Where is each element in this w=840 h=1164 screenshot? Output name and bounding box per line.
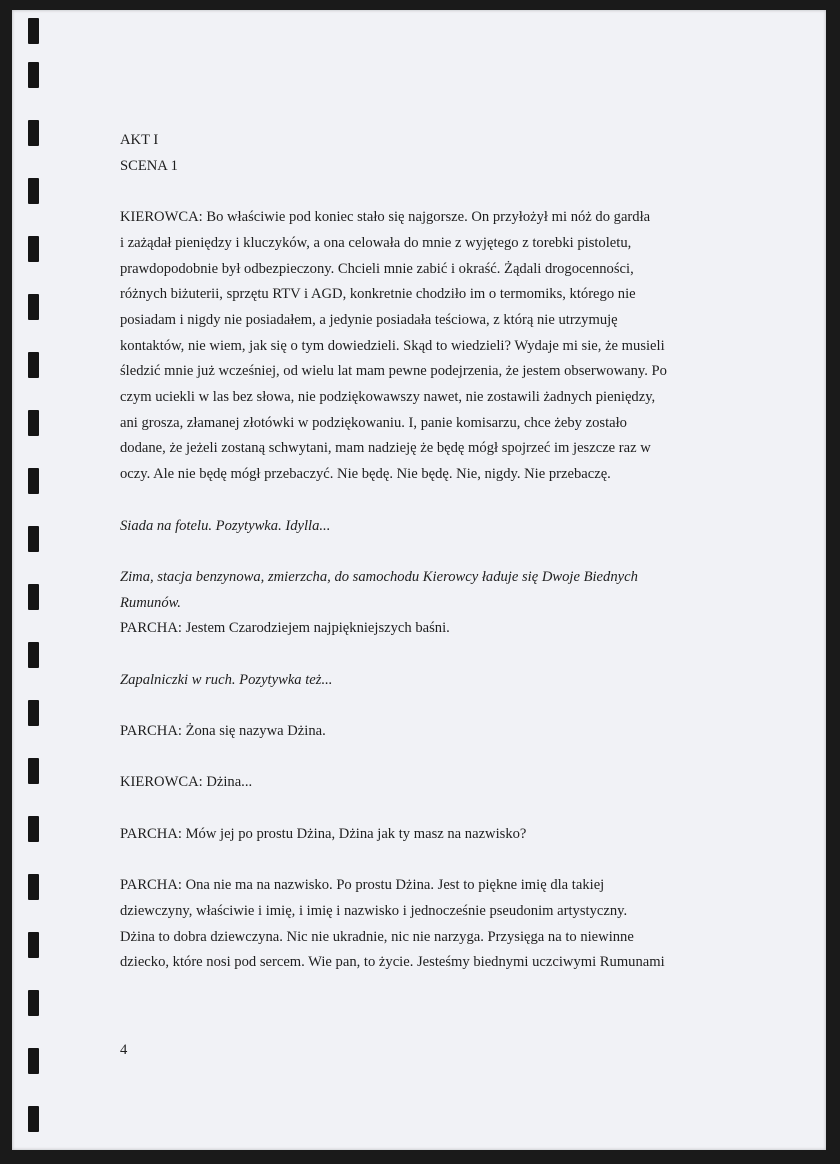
text-line: ani grosza, złamanej złotówki w podziękowaniu. I, panie komisarzu, chce żeby zostało (120, 414, 627, 431)
binding-hole (28, 990, 39, 1016)
stage-direction: Zapalniczki w ruch. Pozytywka też... (120, 671, 333, 688)
text-line: dziewczyny, właściwie i imię, i imię i nazwisko i jednocześnie pseudonim artystyczny. (120, 902, 628, 919)
binding-hole (28, 120, 39, 146)
text-line: różnych biżuterii, sprzętu RTV i AGD, konkretnie chodziło im o termomiks, którego nie (120, 286, 636, 303)
binding-hole (28, 874, 39, 900)
binding-hole (28, 584, 39, 610)
dialogue-line: PARCHA: Mów jej po prostu Dżina, Dżina jak ty masz na nazwisko? (120, 825, 527, 842)
dialogue-line: KIEROWCA: Dżina... (120, 774, 253, 791)
binding-hole (28, 1048, 39, 1074)
text-line: czym uciekli w las bez słowa, nie podziękowawszy nawet, nie zostawili żadnych pieniędzy, (120, 389, 656, 406)
text-line: PARCHA: Ona nie ma na nazwisko. Po prostu Dżina. Jest to piękne imię dla takiej (120, 877, 605, 894)
stage-direction: Rumunów. (120, 594, 181, 611)
binding-hole (28, 1106, 39, 1132)
binding-hole (28, 294, 39, 320)
dialogue-line: PARCHA: Żona się nazywa Dżina. (120, 723, 326, 740)
binding-hole (28, 18, 39, 44)
kierowca-monologue (120, 205, 740, 488)
parcha-monologue (120, 873, 740, 976)
act-heading: AKT I (120, 132, 159, 148)
text-line: dodane, że jeżeli zostaną schwytani, mam nadzieję że będę mógł spojrzeć im jeszcze raz w (120, 440, 651, 457)
binding-hole (28, 468, 39, 494)
text-line: prawdopodobnie był odbezpieczony. Chcieli mnie zabić i okraść. Żądali drogocenności, (120, 260, 634, 277)
text-line: Dżina to dobra dziewczyna. Nic nie ukradnie, nic nie narzyga. Przysięga na to niewinne (120, 928, 634, 945)
binding-holes (28, 10, 44, 1150)
text-line: dziecko, które nosi pod sercem. Wie pan, to życie. Jesteśmy biednymi uczciwymi Rumunami (120, 954, 665, 971)
scene-heading: SCENA 1 (120, 157, 178, 174)
script-text (120, 128, 740, 976)
binding-hole (28, 932, 39, 958)
page-number: 4 (120, 1042, 128, 1058)
binding-hole (28, 816, 39, 842)
binding-hole (28, 178, 39, 204)
stage-direction: Siada na fotelu. Pozytywka. Idylla... (120, 517, 331, 534)
binding-hole (28, 236, 39, 262)
binding-hole (28, 410, 39, 436)
text-line: kontaktów, nie wiem, jak się o tym dowiedzieli. Skąd to wiedzieli? Wydaje mi sie, że musieli (120, 337, 665, 354)
text-line: KIEROWCA: Bo właściwie pod koniec stało się najgorsze. On przyłożył mi nóż do gardła (120, 209, 651, 226)
document-page (12, 10, 826, 1150)
binding-hole (28, 642, 39, 668)
text-line: śledzić mnie już wcześniej, od wielu lat mam pewne podejrzenia, że jestem obserwowany. Po (120, 363, 667, 380)
text-line: posiadam i nigdy nie posiadałem, a jedynie posiadała teściowa, z którą nie utrzymuję (120, 311, 618, 328)
binding-hole (28, 758, 39, 784)
binding-hole (28, 526, 39, 552)
binding-hole (28, 62, 39, 88)
text-line: oczy. Ale nie będę mógł przebaczyć. Nie będę. Nie będę. Nie, nigdy. Nie przebaczę. (120, 466, 611, 483)
stage-direction: Zima, stacja benzynowa, zmierzcha, do samochodu Kierowcy ładuje się Dwoje Biednych (120, 568, 638, 585)
binding-hole (28, 352, 39, 378)
binding-hole (28, 700, 39, 726)
dialogue-line: PARCHA: Jestem Czarodziejem najpiękniejszych baśni. (120, 620, 450, 637)
text-line: i zażądał pieniędzy i kluczyków, a ona celowała do mnie z wyjętego z torebki pistoletu, (120, 234, 632, 251)
